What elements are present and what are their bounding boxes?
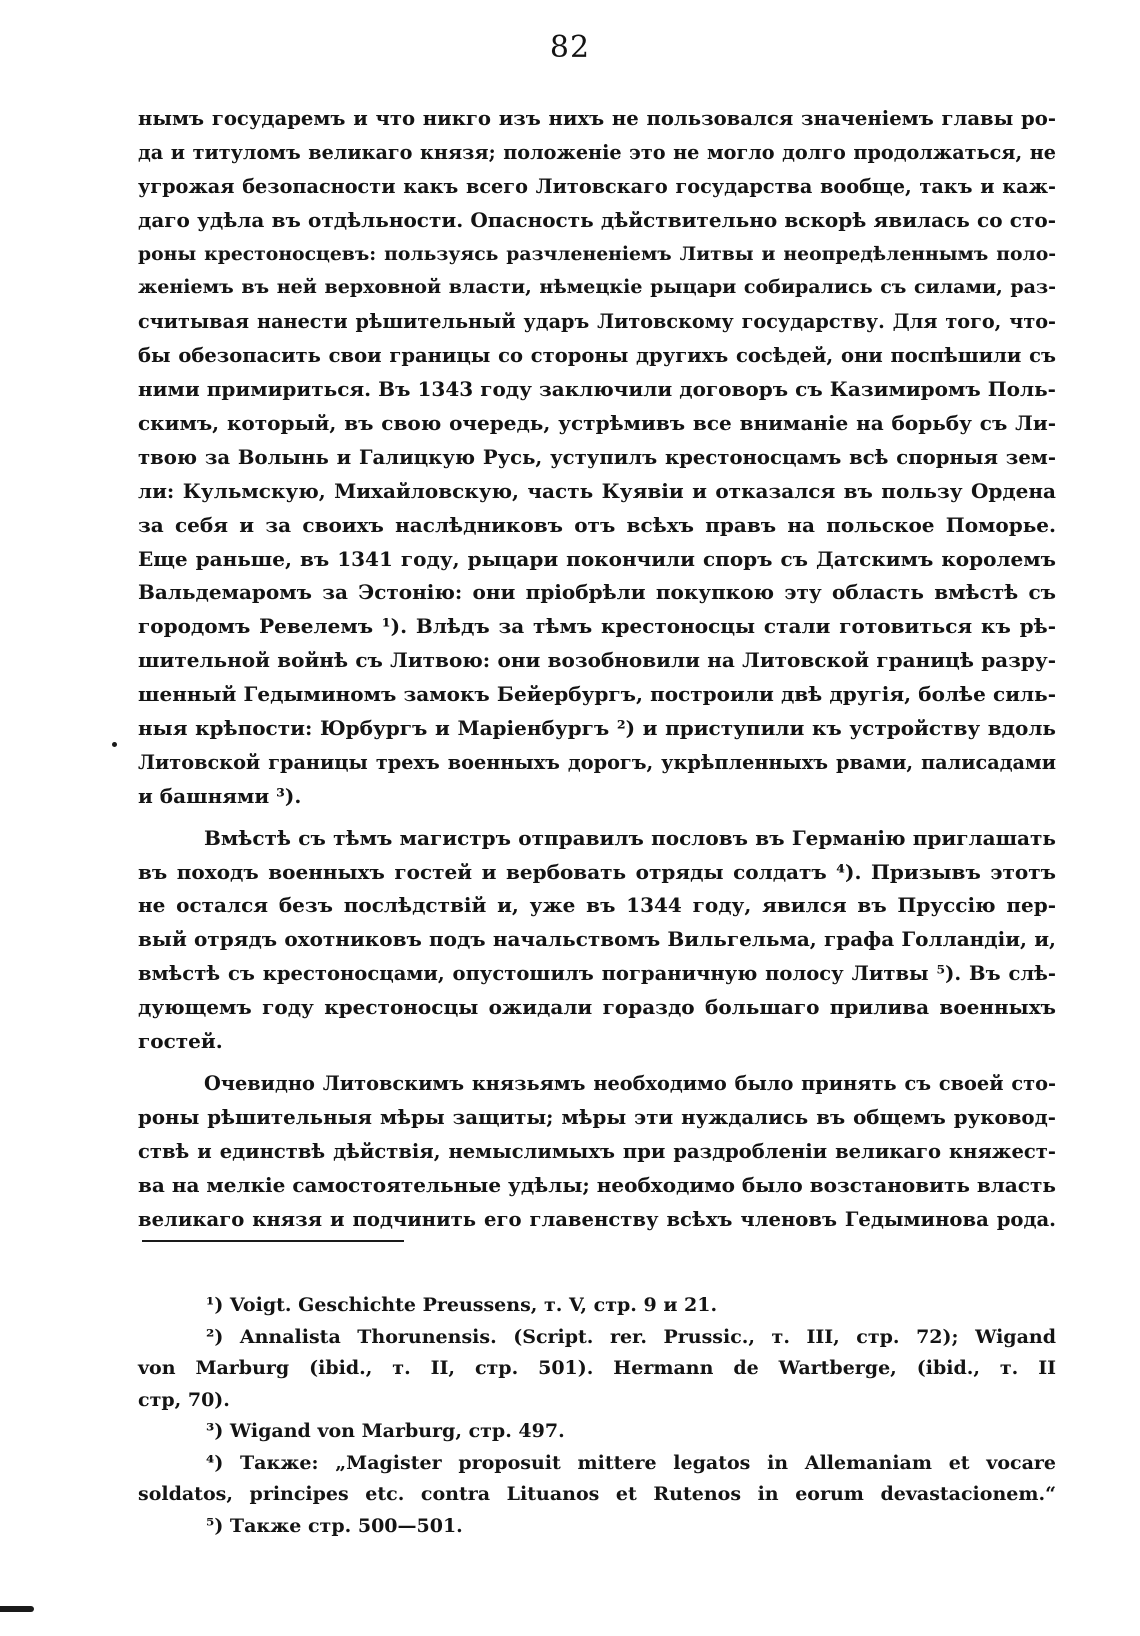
margin-dot — [112, 742, 117, 747]
text-line: твою за Волынь и Галицкую Русь, уступилъ крестоносцамъ всѣ спорныя зем- — [138, 445, 1056, 469]
text-line: вмѣстѣ съ крестоносцами, опустошилъ пограничную полосу Литвы ⁵). Въ слѣ- — [138, 962, 1056, 986]
text-line: роны рѣшительныя мѣры защиты; мѣры эти нуждались въ общемъ руковод- — [138, 1104, 1056, 1129]
text-line: Вмѣстѣ съ тѣмъ магистръ отправилъ пословъ въ Германію приглашать — [204, 825, 1056, 850]
text-line: считывая нанести рѣшительный ударъ Литовскому государству. Для того, что- — [138, 310, 1056, 334]
paragraph-3 — [138, 1067, 1056, 1236]
text-line: за себя и за своихъ наслѣдниковъ отъ всѣхъ правъ на польское Поморье. — [138, 512, 1056, 537]
text-line: угрожая безопасности какъ всего Литовскаго государства вообще, такъ и каж- — [138, 174, 1056, 198]
text-line: Еще раньше, въ 1341 году, рыцари покончили споръ съ Датскимъ королемъ — [138, 546, 1056, 571]
footnote-4: ⁴) Также: „Magister proposuit mittere legatos in Allemaniam et vocare — [206, 1451, 1056, 1474]
footnote-2-cont: von Marburg (ibid., т. II, стр. 501). Hermann de Wartberge, (ibid., т. II — [138, 1357, 1056, 1379]
footnote-2-end: стр, 70). — [138, 1388, 230, 1411]
text-line: роны крестоносцевъ: пользуясь разчлененіемъ Литвы и неопредѣленнымъ поло- — [138, 242, 1056, 265]
text-line: скимъ, который, въ свою очередь, устрѣмивъ все вниманіе на борьбу съ Ли- — [138, 411, 1056, 436]
text-line: вый отрядъ охотниковъ подъ начальствомъ Вильгельма, графа Голландіи, и, — [138, 927, 1056, 952]
text-line: Литовской границы трехъ военныхъ дорогъ, укрѣпленныхъ рвами, палисадами — [138, 750, 1056, 774]
main-text — [138, 102, 1056, 1236]
text-line: да и титуломъ великаго князя; положеніе это не могло долго продолжаться, не — [138, 140, 1056, 164]
text-line: ними примириться. Въ 1343 году заключили договоръ съ Казимиромъ Поль- — [138, 377, 1056, 402]
paragraph-2 — [138, 822, 1056, 1059]
footnotes — [138, 1290, 1056, 1542]
text-line: шительной войнѣ съ Литвою: они возобновили на Литовской границѣ разру- — [138, 648, 1056, 673]
text-line: ствѣ и единствѣ дѣйствія, немыслимыхъ при раздробленіи великаго княжест- — [138, 1139, 1056, 1163]
text-line: въ походъ военныхъ гостей и вербовать отряды солдатъ ⁴). Призывъ этотъ — [138, 859, 1056, 884]
text-line: женіемъ въ ней верховной власти, нѣмецкіе рыцари собирались съ силами, раз- — [138, 276, 1056, 299]
footnote-4-cont: soldatos, principes etc. contra Lituanos et Rutenos in eorum devastacionem.“ — [138, 1483, 1056, 1505]
text-line: Вальдемаромъ за Эстонію: они пріобрѣли покупкою эту область вмѣстѣ съ — [138, 580, 1056, 605]
text-line: не остался безъ послѣдствій и, уже въ 1344 году, явился въ Пруссію пер- — [138, 893, 1056, 918]
text-line: бы обезопасить свои границы со стороны другихъ сосѣдей, они поспѣшили съ — [138, 344, 1056, 368]
text-line: гостей. — [138, 1029, 223, 1054]
footnote-5: ⁵) Также стр. 500—501. — [206, 1514, 463, 1537]
footnote-1: ¹) Voigt. Geschichte Preussens, т. V, стр. 9 и 21. — [206, 1294, 718, 1316]
text-line: шенный Гедыминомъ замокъ Бейербургъ, построили двѣ другія, болѣе силь- — [138, 682, 1056, 707]
scan-edge-mark — [0, 1606, 34, 1612]
text-line: великаго князя и подчинить его главенству всѣхъ членовъ Гедыминова рода. — [138, 1207, 1056, 1231]
paragraph-1 — [138, 102, 1056, 814]
text-line: и башнями ³). — [138, 783, 302, 808]
text-line: дующемъ году крестоносцы ожидали гораздо большаго прилива военныхъ — [138, 995, 1056, 1020]
footnote-separator — [142, 1240, 404, 1242]
page-number: 82 — [549, 30, 591, 65]
text-line: Очевидно Литовскимъ князьямъ необходимо было принять съ своей сто- — [204, 1071, 1056, 1095]
text-line: городомъ Ревелемъ ¹). Влѣдъ за тѣмъ крестоносцы стали готовиться къ рѣ- — [138, 614, 1056, 639]
text-line: нымъ государемъ и что никго изъ нихъ не пользовался значеніемъ главы ро- — [138, 107, 1056, 130]
text-line: ли: Кульмскую, Михайловскую, часть Куявіи и отказался въ пользу Ордена — [138, 478, 1056, 503]
footnote-3: ³) Wigand von Marburg, стр. 497. — [206, 1420, 565, 1442]
text-line: ва на мелкіе самостоятельные удѣлы; необходимо было возстановить власть — [138, 1172, 1056, 1197]
text-line: даго удѣла въ отдѣльности. Опасность дѣйствительно вскорѣ явилась со сто- — [138, 207, 1056, 232]
footnote-2: ²) Annalista Thorunensis. (Script. rer. Prussic., т. III, стр. 72); Wigand — [206, 1325, 1056, 1348]
text-line: ныя крѣпости: Юрбургъ и Маріенбургъ ²) и приступили къ устройству вдоль — [138, 716, 1056, 741]
